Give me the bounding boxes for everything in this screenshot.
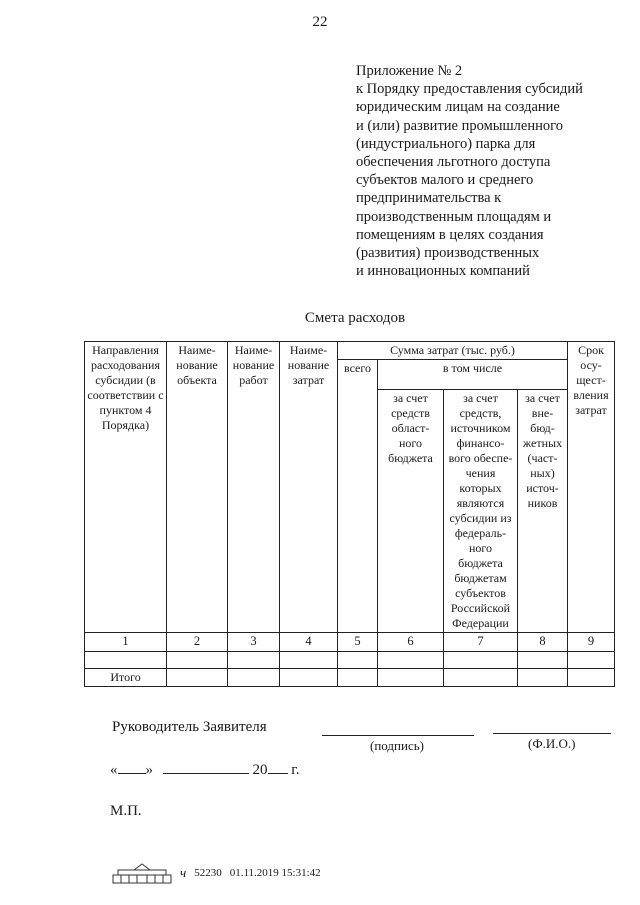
header-term: Срок осу- щест- вления затрат <box>568 342 615 633</box>
table-cell <box>280 669 338 687</box>
header-regional: за счет средств област- ного бюджета <box>378 390 444 633</box>
header-federal: за счет средств, источником финансо- вого обеспе- чения которых являются субсидии из федераль- ного бюджета бюджетам субъектов Российской Федерации <box>444 390 518 633</box>
sign-mark: ч <box>180 865 187 880</box>
table-cell <box>228 652 280 669</box>
header-sum: Сумма затрат (тыс. руб.) <box>338 342 568 360</box>
total-row <box>85 669 615 687</box>
column-numbers-row <box>85 633 615 652</box>
table-cell <box>338 652 378 669</box>
empty-row <box>85 652 615 669</box>
seal-label: М.П. <box>110 803 142 819</box>
appendix-line: помещениям в целях создания <box>356 226 544 243</box>
signature-caption: (подпись) <box>370 738 424 753</box>
appendix-line: обеспечения льготного доступа <box>356 154 551 171</box>
table-cell <box>378 652 444 669</box>
table-cell <box>444 669 518 687</box>
name-line <box>493 733 611 734</box>
date-line <box>110 762 299 779</box>
document-number: 52230 <box>194 867 222 879</box>
table-cell <box>280 652 338 669</box>
building-logo-icon <box>112 862 172 884</box>
header-including: в том числе <box>378 360 568 390</box>
header-direction: Направления расходования субсидии (в соответствии с пунктом 4 Порядка) <box>85 342 167 633</box>
column-number: 8 <box>518 633 568 652</box>
appendix-line: предпринимательства к <box>356 190 502 207</box>
table-cell <box>518 652 568 669</box>
signature-line <box>322 735 474 736</box>
header-total: всего <box>338 360 378 633</box>
name-caption: (Ф.И.О.) <box>528 736 576 751</box>
year-blank <box>268 773 288 774</box>
column-number: 5 <box>338 633 378 652</box>
appendix-line: (развития) производственных <box>356 245 540 262</box>
document-timestamp: 01.11.2019 15:31:42 <box>229 867 321 879</box>
appendix-line: к Порядку предоставления субсидий <box>356 81 583 98</box>
estimate-title: Смета расходов <box>304 310 406 326</box>
date-open-quote: « <box>110 762 118 778</box>
table-cell <box>444 652 518 669</box>
appendix-header <box>356 62 626 280</box>
appendix-line: (индустриального) парка для <box>356 135 536 152</box>
column-number: 6 <box>378 633 444 652</box>
total-label: Итого <box>85 669 167 687</box>
column-number: 9 <box>568 633 615 652</box>
date-year-prefix: 20 <box>252 762 268 778</box>
appendix-line: субъектов малого и среднего <box>356 172 534 189</box>
table-cell <box>338 669 378 687</box>
date-year-suffix: г. <box>291 762 300 778</box>
appendix-line: и (или) развитие промышленного <box>356 117 563 134</box>
header-costs: Наиме- нование затрат <box>280 342 338 633</box>
column-number: 4 <box>280 633 338 652</box>
column-number: 3 <box>228 633 280 652</box>
month-blank <box>163 773 249 774</box>
head-label: Руководитель Заявителя <box>112 719 267 735</box>
column-number: 2 <box>167 633 228 652</box>
table-cell <box>228 669 280 687</box>
column-number: 7 <box>444 633 518 652</box>
header-works: Наиме- нование работ <box>228 342 280 633</box>
table-cell <box>378 669 444 687</box>
header-object: Наиме- нование объекта <box>167 342 228 633</box>
header-extrabudget: за счет вне- бюд- жетных (част- ных) источ- ников <box>518 390 568 633</box>
column-number: 1 <box>85 633 167 652</box>
table-cell <box>568 669 615 687</box>
appendix-line: юридическим лицам на создание <box>356 99 560 116</box>
appendix-line: и инновационных компаний <box>356 263 530 280</box>
page-number: 22 <box>312 14 328 30</box>
table-cell <box>518 669 568 687</box>
date-close-quote: » <box>145 762 153 778</box>
appendix-line: Приложение № 2 <box>356 63 463 79</box>
table-cell <box>167 669 228 687</box>
table-cell <box>85 652 167 669</box>
estimate-table <box>84 341 615 687</box>
table-cell <box>167 652 228 669</box>
appendix-line: производственным площадям и <box>356 208 552 225</box>
day-blank <box>118 773 146 774</box>
table-cell <box>568 652 615 669</box>
footer <box>112 862 321 884</box>
